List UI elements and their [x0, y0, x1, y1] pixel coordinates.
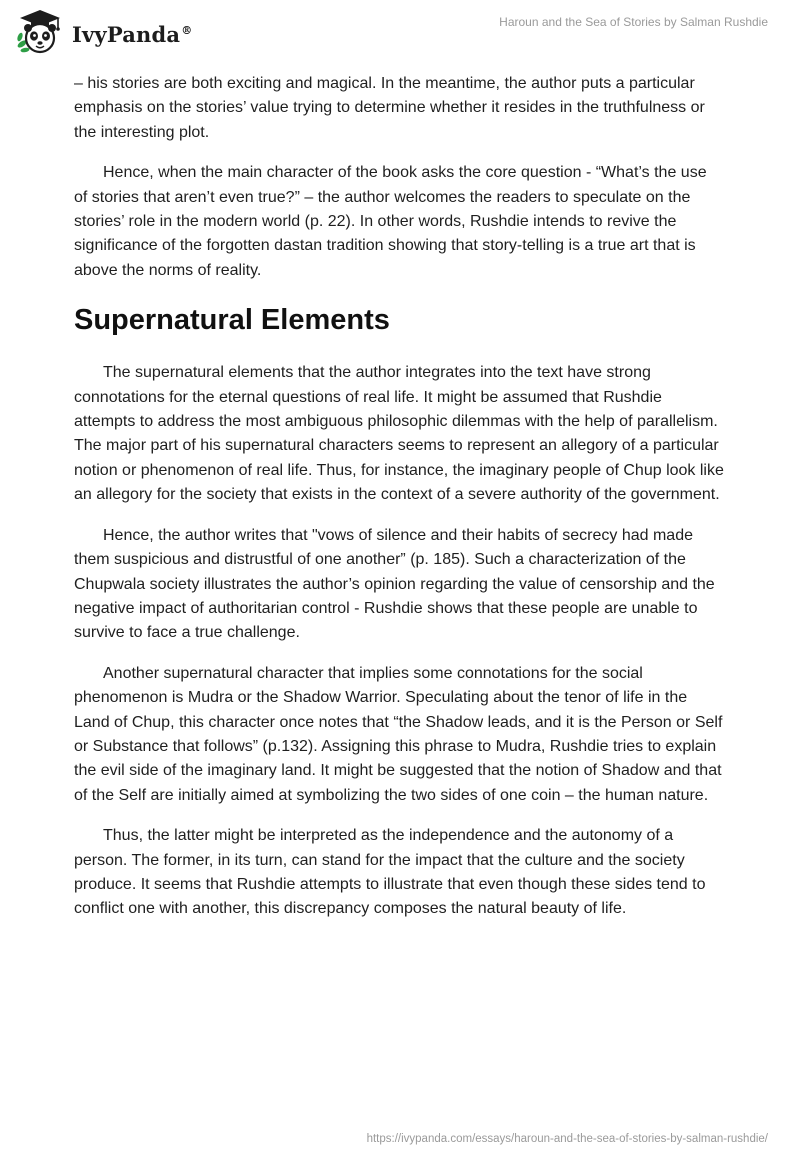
- section-heading: Supernatural Elements: [74, 304, 390, 337]
- essay-content: [74, 72, 724, 938]
- paragraph: The supernatural elements that the author integrates into the text have strong connotations for the eternal questions of real life. It might be assumed that Rushdie attempts to address the most ambiguous philosophic dilemmas with the help of parallelism. The major part of his supernatural characters seems to represent an allegory of a particular notion or phenomenon of real life. Thus, for instance, the imaginary people of Chup look like an allegory for the society that exists in the context of a severe authority of the government.: [74, 364, 724, 504]
- paragraph: Hence, the author writes that "vows of silence and their habits of secrecy had made them suspicious and distrustful of one another” (p. 185). Such a characterization of the Chupwala society illustrates the author’s opinion regarding the value of censorship and the negative impact of authoritarian control - Rushdie shows that these people are unable to survive to face a true challenge.: [74, 526, 715, 642]
- panda-graduate-icon: [14, 8, 66, 56]
- page-header: [0, 0, 800, 64]
- paragraph: Thus, the latter might be interpreted as the independence and the autonomy of a person. The former, in its turn, can stand for the impact that the culture and the society produce. It seems that Rushdie attempts to illustrate that even though these sides tend to conflict one with another, this discrepancy composes the natural beauty of life.: [74, 827, 706, 918]
- document-title: Haroun and the Sea of Stories by Salman Rushdie: [499, 15, 768, 29]
- logo-text: IvyPanda: [72, 21, 181, 47]
- ivypanda-logo[interactable]: [14, 8, 192, 56]
- registered-mark: ®: [181, 23, 193, 37]
- paragraph: Another supernatural character that implies some connotations for the social phenomenon is Mudra or the Shadow Warrior. Speculating about the tenor of life in the Land of Chup, this character once notes that “the Shadow leads, and it is the Person or Self or Substance that follows” (p.132). Assigning this phrase to Mudra, Rushdie tries to explain the evil side of the imaginary land. It might be suggested that the notion of Shadow and that of the Self are initially aimed at symbolizing the two sides of one coin – the human nature.: [74, 664, 723, 804]
- paragraph: Hence, when the main character of the book asks the core question - “What’s the use of stories that aren’t even true?” – the author welcomes the readers to speculate on the stories’ role in the modern world (p. 22). In other words, Rushdie intends to revive the significance of the forgotten dastan tradition showing that story-telling is a true art that is above the norms of reality.: [74, 164, 707, 279]
- logo-wordmark: [72, 21, 193, 47]
- source-url[interactable]: https://ivypanda.com/essays/haroun-and-the-sea-of-stories-by-salman-rushdie/: [366, 1133, 768, 1145]
- paragraph: – his stories are both exciting and magical. In the meantime, the author puts a particular emphasis on the stories’ value trying to determine whether it resides in the truthfulness or the interesting plot.: [74, 75, 705, 141]
